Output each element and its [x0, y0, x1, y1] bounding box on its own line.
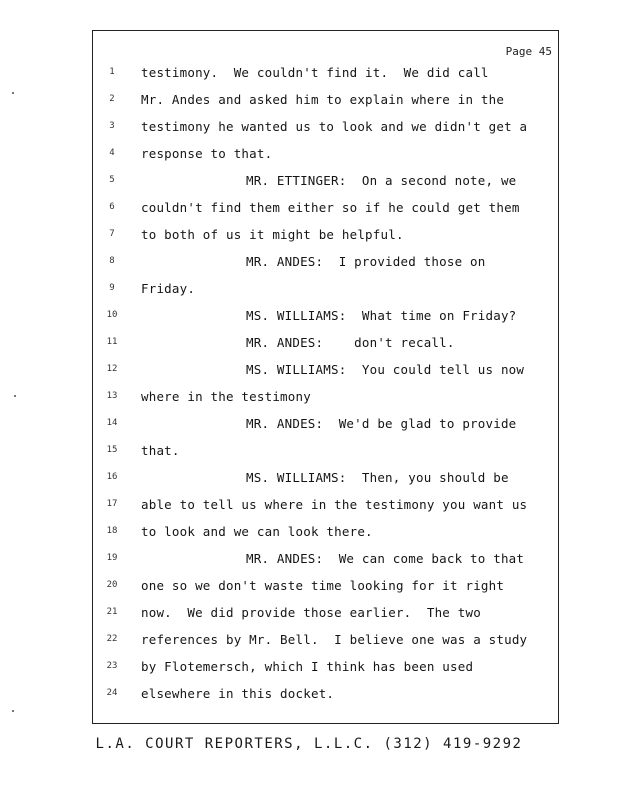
- transcript-line: [93, 254, 558, 274]
- line-number: 8: [109, 256, 115, 266]
- line-number: 7: [109, 229, 115, 239]
- line-text: Mr. Andes and asked him to explain where in the: [141, 92, 505, 107]
- line-text: now. We did provide those earlier. The two: [141, 605, 481, 620]
- line-text: references by Mr. Bell. I believe one was a study: [141, 632, 528, 647]
- line-number: 11: [106, 337, 118, 347]
- line-number: 20: [106, 580, 118, 590]
- line-text: MR. ANDES: We'd be glad to provide: [246, 416, 517, 431]
- transcript-line: [93, 686, 558, 706]
- transcript-line: [93, 227, 558, 247]
- line-number: 24: [106, 688, 118, 698]
- page-number: Page 45: [505, 45, 552, 58]
- line-text: MR. ANDES: I provided those on: [246, 254, 486, 269]
- line-number: 6: [109, 202, 115, 212]
- scan-speck: [12, 710, 14, 712]
- line-text: couldn't find them either so if he could get them: [141, 200, 520, 215]
- line-text: MS. WILLIAMS: What time on Friday?: [246, 308, 517, 323]
- transcript-line: [93, 119, 558, 139]
- transcript-line: [93, 200, 558, 220]
- line-text: MR. ETTINGER: On a second note, we: [246, 173, 517, 188]
- transcript-line: [93, 173, 558, 193]
- line-text: able to tell us where in the testimony you want us: [141, 497, 528, 512]
- transcript-line: [93, 281, 558, 301]
- scan-speck: [12, 92, 14, 94]
- transcript-line: [93, 605, 558, 625]
- line-text: elsewhere in this docket.: [141, 686, 335, 701]
- line-number: 22: [106, 634, 118, 644]
- line-number: 17: [106, 499, 118, 509]
- line-number: 18: [106, 526, 118, 536]
- transcript-line: [93, 551, 558, 571]
- line-number: 16: [106, 472, 118, 482]
- line-number: 21: [106, 607, 118, 617]
- line-number: 10: [106, 310, 118, 320]
- transcript-line: [93, 335, 558, 355]
- line-text: Friday.: [141, 281, 196, 296]
- transcript-line: [93, 524, 558, 544]
- line-number: 4: [109, 148, 115, 158]
- line-number: 5: [109, 175, 115, 185]
- line-text: where in the testimony: [141, 389, 311, 404]
- line-number: 23: [106, 661, 118, 671]
- transcript-line: [93, 632, 558, 652]
- line-number: 13: [106, 391, 118, 401]
- line-text: testimony he wanted us to look and we didn't get a: [141, 119, 528, 134]
- transcript-line: [93, 416, 558, 436]
- line-number: 1: [109, 67, 115, 77]
- transcript-line: [93, 578, 558, 598]
- transcript-line: [93, 362, 558, 382]
- line-text: MS. WILLIAMS: Then, you should be: [246, 470, 509, 485]
- line-number: 12: [106, 364, 118, 374]
- transcript-line: [93, 308, 558, 328]
- line-text: MR. ANDES: don't recall.: [246, 335, 455, 350]
- line-text: that.: [141, 443, 180, 458]
- line-number: 2: [109, 94, 115, 104]
- line-text: MS. WILLIAMS: You could tell us now: [246, 362, 525, 377]
- transcript-line: [93, 443, 558, 463]
- line-number: 15: [106, 445, 118, 455]
- transcript-line: [93, 659, 558, 679]
- line-text: response to that.: [141, 146, 273, 161]
- line-text: by Flotemersch, which I think has been used: [141, 659, 474, 674]
- scan-speck: [14, 395, 16, 397]
- line-number: 9: [109, 283, 115, 293]
- transcript-line: [93, 65, 558, 85]
- transcript-line: [93, 470, 558, 490]
- line-number: 19: [106, 553, 118, 563]
- transcript-line: [93, 497, 558, 517]
- line-text: MR. ANDES: We can come back to that: [246, 551, 525, 566]
- transcript-page: [92, 30, 559, 724]
- line-number: 3: [109, 121, 115, 131]
- line-number: 14: [106, 418, 118, 428]
- transcript-line: [93, 389, 558, 409]
- reporter-footer: L.A. COURT REPORTERS, L.L.C. (312) 419-9292: [95, 736, 523, 752]
- line-text: testimony. We couldn't find it. We did call: [141, 65, 489, 80]
- line-text: one so we don't waste time looking for it right: [141, 578, 505, 593]
- line-text: to both of us it might be helpful.: [141, 227, 404, 242]
- line-text: to look and we can look there.: [141, 524, 373, 539]
- transcript-line: [93, 92, 558, 112]
- transcript-line: [93, 146, 558, 166]
